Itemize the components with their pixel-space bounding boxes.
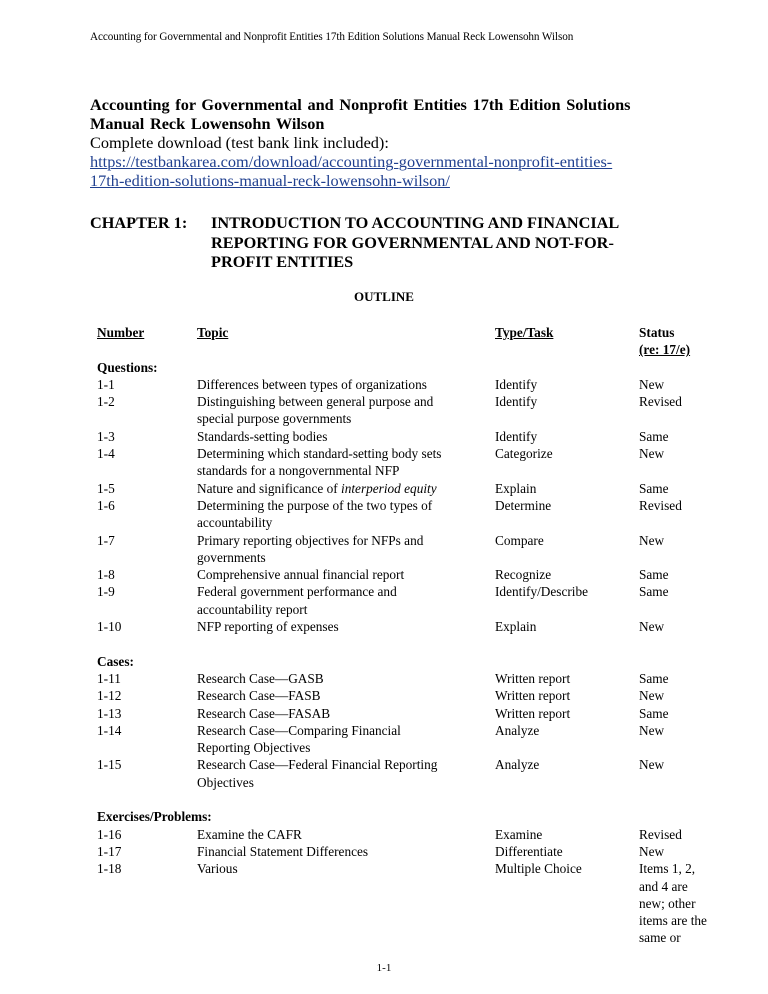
chapter-heading (90, 213, 690, 272)
topic-line: Examine the CAFR (197, 826, 302, 842)
chapter-title-line: PROFIT ENTITIES (211, 252, 354, 271)
section-spacer (97, 791, 727, 808)
topic-line: Financial Statement Differences (197, 843, 369, 859)
topic-line: Determining which standard-setting body sets (197, 446, 442, 462)
topic-line: Reporting Objectives (197, 740, 311, 756)
item-topic (197, 428, 495, 445)
table-row (97, 376, 727, 393)
item-number: 1-9 (97, 584, 115, 600)
item-number: 1-15 (97, 757, 122, 773)
item-status (639, 618, 724, 635)
item-status (639, 583, 724, 618)
item-status (639, 826, 724, 843)
status-line: New (639, 619, 665, 635)
section-spacer (97, 635, 727, 652)
topic-text: Nature and significance of (197, 480, 341, 496)
topic-line: Objectives (197, 774, 254, 790)
outline-heading: OUTLINE (354, 289, 414, 304)
item-status (639, 480, 724, 497)
item-number: 1-4 (97, 446, 115, 462)
item-topic (197, 826, 495, 843)
topic-line: Distinguishing between general purpose and (197, 394, 434, 410)
header-topic: Topic (197, 325, 229, 340)
status-line: Revised (639, 826, 682, 842)
table-row (97, 722, 727, 757)
topic-line: Comprehensive annual financial report (197, 567, 405, 583)
item-topic (197, 618, 495, 635)
status-line: New (639, 722, 665, 738)
item-type-task: Analyze (495, 757, 540, 773)
item-type-task: Written report (495, 688, 571, 704)
chapter-title-line: REPORTING FOR GOVERNMENTAL AND NOT-FOR- (211, 232, 614, 252)
item-type-task: Determine (495, 497, 552, 513)
section-label: Cases: (97, 653, 134, 669)
section-label: Exercises/Problems: (97, 809, 212, 825)
item-status (639, 428, 724, 445)
item-type-task: Explain (495, 619, 537, 635)
table-row (97, 705, 727, 722)
download-link[interactable] (90, 152, 690, 190)
topic-line: accountability report (197, 601, 308, 617)
item-type-task: Identify/Describe (495, 584, 589, 600)
topic-line: special purpose governments (197, 411, 352, 427)
topic-line: Primary reporting objectives for NFPs and (197, 532, 424, 548)
item-number: 1-14 (97, 722, 122, 738)
table-row (97, 445, 727, 480)
table-row (97, 393, 727, 428)
topic-line: Federal government performance and (197, 584, 397, 600)
item-type-task: Multiple Choice (495, 861, 582, 877)
item-topic (197, 705, 495, 722)
table-row (97, 497, 727, 532)
item-number: 1-7 (97, 532, 115, 548)
status-line: New (639, 446, 665, 462)
item-topic (197, 722, 495, 757)
item-type-task: Recognize (495, 567, 552, 583)
item-status (639, 393, 724, 428)
header-status: Status (639, 325, 675, 340)
item-type-task: Compare (495, 532, 544, 548)
topic-line: NFP reporting of expenses (197, 619, 339, 635)
item-number: 1-18 (97, 861, 122, 877)
table-row (97, 618, 727, 635)
item-topic (197, 687, 495, 704)
item-number: 1-6 (97, 497, 115, 513)
item-type-task: Categorize (495, 446, 553, 462)
document-title: Accounting for Governmental and Nonprofit Entities 17th Edition Solutions Manual Reck Lowensohn Wilson (90, 95, 631, 133)
item-number: 1-1 (97, 376, 115, 392)
item-status (639, 566, 724, 583)
status-line: Revised (639, 394, 682, 410)
item-status (639, 376, 724, 393)
table-header-row (97, 324, 727, 359)
item-topic (197, 376, 495, 393)
table-row (97, 756, 727, 791)
item-topic (197, 843, 495, 860)
status-line: new; other (639, 895, 696, 911)
item-number: 1-3 (97, 428, 115, 444)
topic-line: Research Case—Comparing Financial (197, 722, 401, 738)
item-type-task: Written report (495, 670, 571, 686)
header-type-task: Type/Task (495, 325, 554, 340)
item-topic (197, 480, 495, 497)
item-topic (197, 393, 495, 428)
table-row (97, 670, 727, 687)
running-header: Accounting for Governmental and Nonprofit Entities 17th Edition Solutions Manual Reck Lowensohn Wilson (90, 31, 574, 43)
item-topic (197, 532, 495, 567)
header-number: Number (97, 325, 145, 340)
table-row (97, 532, 727, 567)
item-number: 1-8 (97, 567, 115, 583)
topic-line: governments (197, 549, 266, 565)
table-row (97, 826, 727, 843)
item-status (639, 497, 724, 532)
status-line: and 4 are (639, 878, 688, 894)
status-line: items are the (639, 913, 707, 929)
item-number: 1-17 (97, 843, 122, 859)
item-type-task: Analyze (495, 722, 540, 738)
header-status-edition: (re: 17/e) (639, 342, 691, 358)
status-line: New (639, 688, 665, 704)
topic-line: Differences between types of organizations (197, 376, 427, 392)
status-line: Revised (639, 497, 682, 513)
item-number: 1-2 (97, 394, 115, 410)
table-row (97, 566, 727, 583)
status-line: New (639, 532, 665, 548)
table-row (97, 583, 727, 618)
item-status (639, 860, 724, 946)
item-topic (197, 583, 495, 618)
topic-line: standards for a nongovernmental NFP (197, 463, 400, 479)
item-number: 1-5 (97, 480, 115, 496)
topic-line: Standards-setting bodies (197, 428, 328, 444)
chapter-title-line: INTRODUCTION TO ACCOUNTING AND FINANCIAL (211, 213, 620, 232)
item-status (639, 445, 724, 480)
download-link-line-1: https://testbankarea.com/download/accounting-governmental-nonprofit-entities- (90, 152, 613, 171)
item-type-task: Explain (495, 480, 537, 496)
topic-line: Research Case—FASAB (197, 705, 331, 721)
item-type-task: Identify (495, 376, 538, 392)
status-line: Same (639, 567, 669, 583)
status-line: Same (639, 670, 669, 686)
table-row (97, 428, 727, 445)
chapter-title (211, 213, 619, 272)
topic-line: Various (197, 861, 238, 877)
item-number: 1-16 (97, 826, 122, 842)
table-body (97, 359, 727, 947)
chapter-label: CHAPTER 1: (90, 213, 188, 232)
item-status (639, 670, 724, 687)
download-link-line-2: 17th-edition-solutions-manual-reck-lowensohn-wilson/ (90, 171, 450, 190)
status-line: New (639, 757, 665, 773)
table-row (97, 687, 727, 704)
topic-line: accountability (197, 515, 273, 531)
status-line: New (639, 843, 665, 859)
item-type-task: Identify (495, 428, 538, 444)
item-type-task: Identify (495, 394, 538, 410)
page-number: 1-1 (376, 962, 392, 974)
item-topic (197, 860, 495, 946)
item-type-task: Examine (495, 826, 543, 842)
item-type-task: Written report (495, 705, 571, 721)
topic-line: Research Case—GASB (197, 670, 324, 686)
item-topic (197, 670, 495, 687)
topic-italic-term: interperiod equity (341, 480, 437, 496)
item-number: 1-10 (97, 619, 122, 635)
item-topic (197, 445, 495, 480)
outline-table (97, 324, 727, 947)
item-status (639, 756, 724, 791)
status-line: New (639, 376, 665, 392)
topic-line: Research Case—Federal Financial Reporting (197, 757, 438, 773)
item-status (639, 532, 724, 567)
item-topic (197, 756, 495, 791)
item-status (639, 687, 724, 704)
status-line: same or (639, 930, 681, 946)
table-row (97, 843, 727, 860)
item-number: 1-11 (97, 670, 121, 686)
table-row (97, 860, 727, 946)
status-line: Same (639, 428, 669, 444)
status-line: Same (639, 584, 669, 600)
item-type-task: Differentiate (495, 843, 563, 859)
table-row (97, 480, 727, 497)
item-status (639, 722, 724, 757)
topic-line: Determining the purpose of the two types of (197, 497, 433, 513)
section-label: Questions: (97, 359, 158, 375)
item-topic (197, 566, 495, 583)
status-line: Same (639, 705, 669, 721)
download-description: Complete download (test bank link included): (90, 133, 389, 152)
item-topic (197, 497, 495, 532)
item-status (639, 705, 724, 722)
item-number: 1-13 (97, 705, 122, 721)
status-line: Same (639, 480, 669, 496)
status-line: Items 1, 2, (639, 861, 696, 877)
item-status (639, 843, 724, 860)
topic-line: Research Case—FASB (197, 688, 321, 704)
item-number: 1-12 (97, 688, 122, 704)
